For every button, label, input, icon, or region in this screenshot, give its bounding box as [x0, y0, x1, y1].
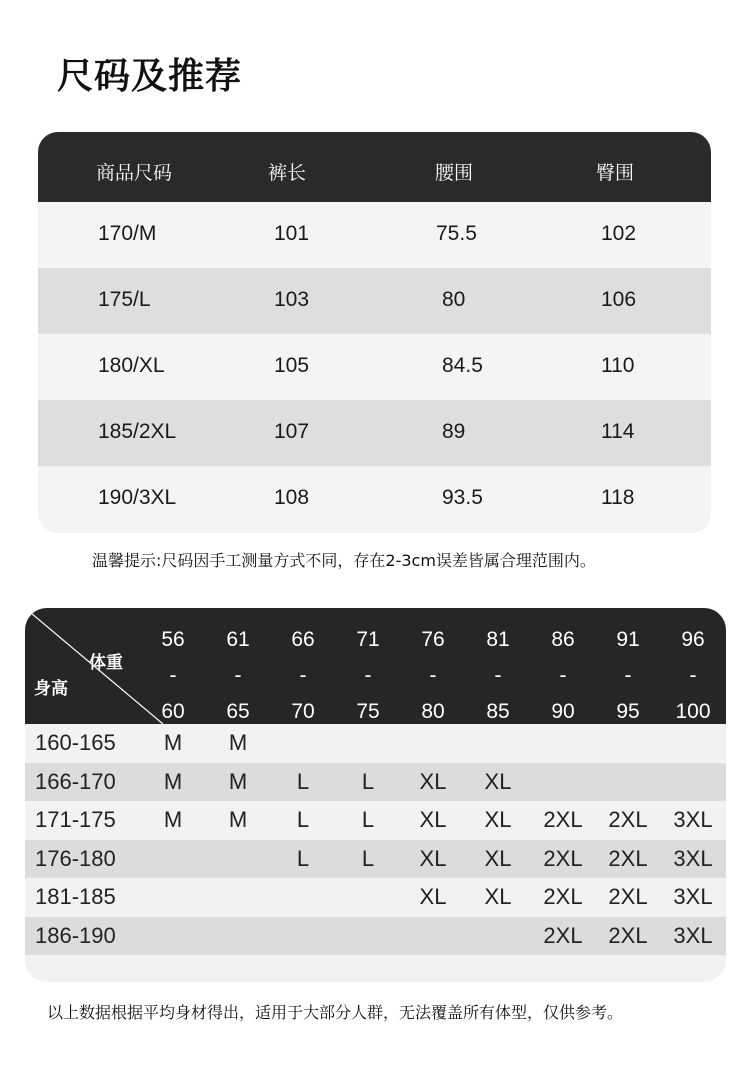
weight-range-dash: - [364, 664, 372, 687]
height-range-cell: 171-175 [35, 807, 116, 832]
weight-range-to: 70 [291, 700, 315, 723]
cell-waist: 80 [442, 288, 466, 311]
cell-size: 175/L [98, 288, 151, 311]
table-row [38, 466, 711, 532]
height-range-cell: 160-165 [35, 730, 116, 755]
cell-size: 190/3XL [98, 486, 177, 509]
size-cell: M [163, 730, 183, 755]
weight-range-column [208, 622, 268, 730]
cell-size: 170/M [98, 222, 157, 245]
size-cell: M [228, 730, 248, 755]
height-range-cell: 166-170 [35, 768, 116, 794]
weight-range-dash: - [689, 664, 697, 687]
weight-range-from: 56 [161, 628, 185, 651]
size-cell: L [361, 845, 375, 871]
weight-range-to: 65 [226, 700, 250, 723]
cell-waist: 84.5 [442, 354, 483, 377]
size-cell: XL [419, 807, 447, 832]
page-title: 尺码及推荐 [57, 56, 243, 97]
size-cell: L [296, 807, 310, 832]
table-row [38, 400, 711, 466]
recommendation-table-header [25, 608, 726, 724]
cell-length: 108 [274, 486, 310, 509]
weight-range-to: 85 [486, 700, 510, 723]
size-cell: 2XL [543, 922, 583, 948]
table-row [25, 801, 726, 839]
weight-range-from: 71 [356, 628, 380, 651]
weight-range-to: 95 [616, 700, 640, 723]
cell-hip: 110 [601, 354, 635, 377]
table-row [25, 878, 726, 916]
weight-range-column [338, 622, 398, 730]
size-cell: 3XL [673, 845, 713, 871]
size-cell: XL [484, 807, 512, 832]
height-range-cell: 176-180 [35, 845, 116, 871]
size-cell: M [163, 807, 183, 832]
weight-range-dash: - [624, 664, 632, 687]
cell-length: 101 [274, 222, 310, 245]
size-cell: XL [484, 845, 512, 871]
weight-range-from: 91 [616, 628, 640, 651]
height-range-cell: 181-185 [35, 884, 116, 909]
label-weight: 体重 [89, 653, 123, 673]
weight-range-from: 76 [421, 628, 445, 651]
cell-waist: 75.5 [436, 222, 477, 245]
weight-range-dash: - [494, 664, 502, 687]
size-cell: 3XL [673, 922, 713, 948]
weight-range-from: 61 [226, 628, 250, 651]
size-cell: XL [484, 884, 512, 909]
recommendation-table [25, 608, 726, 982]
cell-hip: 102 [601, 222, 637, 245]
size-cell: 3XL [673, 884, 713, 909]
height-range-cell: 186-190 [35, 922, 116, 948]
weight-range-from: 81 [486, 628, 510, 651]
header-pants-length: 裤长 [268, 162, 307, 184]
weight-range-column [143, 622, 203, 730]
size-cell: 2XL [543, 845, 583, 871]
weight-range-to: 80 [421, 700, 445, 723]
weight-range-column [273, 622, 333, 730]
weight-range-from: 66 [291, 628, 315, 651]
size-cell: XL [419, 884, 447, 909]
size-cell: 3XL [673, 807, 713, 832]
weight-range-to: 100 [675, 700, 711, 723]
disclaimer-note: 以上数据根据平均身材得出，适用于大部分人群，无法覆盖所有体型，仅供参考。 [47, 1003, 624, 1022]
weight-range-from: 86 [551, 628, 575, 651]
cell-size: 185/2XL [98, 420, 177, 443]
header-waist: 腰围 [435, 162, 474, 184]
weight-range-dash: - [429, 664, 437, 687]
weight-range-dash: - [299, 664, 307, 687]
size-cell: 2XL [608, 807, 648, 832]
size-cell: M [228, 807, 248, 832]
size-cell: L [361, 768, 375, 794]
table-row [38, 334, 711, 400]
table-row [25, 917, 726, 955]
weight-range-column [663, 622, 723, 730]
size-cell: L [296, 845, 310, 871]
size-table [38, 132, 711, 533]
table-row [25, 840, 726, 878]
size-cell: XL [419, 845, 447, 871]
weight-range-column [598, 622, 658, 730]
cell-hip: 118 [601, 486, 635, 509]
size-cell: 2XL [543, 807, 583, 832]
weight-range-column [533, 622, 593, 730]
header-size: 商品尺码 [96, 162, 173, 184]
cell-waist: 93.5 [442, 486, 483, 509]
label-height: 身高 [34, 679, 68, 699]
size-table-header [38, 132, 711, 202]
weight-range-dash: - [234, 664, 242, 687]
table-row [25, 763, 726, 801]
size-cell: 2XL [608, 922, 648, 948]
size-cell: L [361, 807, 375, 832]
size-cell: 2XL [543, 884, 583, 909]
weight-range-dash: - [169, 664, 177, 687]
weight-range-to: 90 [551, 700, 575, 723]
cell-waist: 89 [442, 420, 466, 443]
weight-range-to: 75 [356, 700, 380, 723]
size-cell: 2XL [608, 884, 648, 909]
size-cell: M [163, 768, 183, 794]
weight-range-to: 60 [161, 700, 185, 723]
size-cell: 2XL [608, 845, 648, 871]
measurement-note: 温馨提示:尺码因手工测量方式不同，存在2-3cm误差皆属合理范围内。 [92, 551, 596, 570]
weight-range-from: 96 [681, 628, 705, 651]
header-hip: 臀围 [596, 162, 635, 184]
size-cell: XL [419, 768, 447, 794]
table-row [38, 202, 711, 268]
table-row [38, 268, 711, 334]
size-cell: L [296, 768, 310, 794]
table-row [25, 724, 726, 762]
weight-range-dash: - [559, 664, 567, 687]
cell-hip: 114 [601, 420, 635, 443]
cell-length: 105 [274, 354, 310, 377]
weight-range-column [403, 622, 463, 730]
cell-size: 180/XL [98, 354, 165, 377]
size-cell: M [228, 768, 248, 794]
cell-length: 103 [274, 288, 310, 311]
weight-range-column [468, 622, 528, 730]
cell-length: 107 [274, 420, 310, 443]
size-cell: XL [484, 768, 512, 794]
cell-hip: 106 [601, 288, 637, 311]
